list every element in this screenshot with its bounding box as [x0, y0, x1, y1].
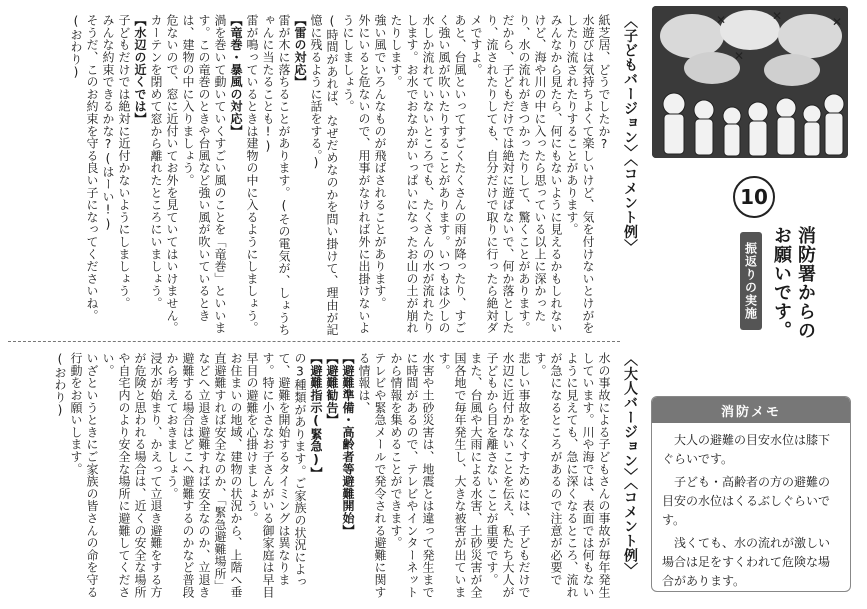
tornado-section-title: 【竜巻・暴風の対応】 — [229, 14, 243, 137]
child-paragraph: 危ないので、窓に近付いてお外を見ていてはいけません。カーテンを閉めて窓から離れたところにいましょう。 — [149, 14, 179, 334]
people-illustration — [652, 6, 848, 158]
adult-paragraph: 水の事故による子どもさんの事故が毎年発生しています。川や海では、表面では何もないように見えても、急に深くなるところ、流れが急になるところがあるので注意が必要です。 — [533, 352, 611, 598]
adult-paragraph: いざというときにご家族の皆さんの命を守る行動をお願いします。 — [69, 352, 99, 598]
svg-text:✕: ✕ — [832, 15, 843, 29]
svg-text:✕: ✕ — [716, 13, 727, 27]
adult-version-body — [40, 352, 612, 600]
section-number-badge — [733, 176, 775, 218]
child-paragraph: みんなから見たら、何にもないように見えるかもしれないけど、海や川の中に入ったら思っている以上に深かったり、水の流れがきつかったりして、驚くことがあります。 — [517, 14, 563, 334]
memo-paragraph: 子ども・高齢者の方の避難の目安の水位はくるぶしぐらいです。 — [662, 475, 831, 527]
child-end-mark: (おわり) — [69, 14, 83, 80]
thunder-section-title: 【雷の対応】 — [293, 14, 307, 88]
child-paragraph: みんな約束できるかな?(はーい!) — [101, 14, 115, 232]
svg-text:✕: ✕ — [734, 49, 745, 63]
fire-memo-box — [651, 396, 851, 592]
child-paragraph: あと、台風といってすごくたくさんの雨が降ったり、すごく強い風が吹いたりすることがあります。いつもは少しの水しか流れていないところでも、たくさんの水が流れたりします。お水でおなかがいっぱいになったお山の土が崩れたりします。 — [389, 14, 467, 334]
child-paragraph: 渦を巻いて動いていくすごい風のことを「竜巻」といいます。この竜巻のときや台風など強い風が吹いているときは、建物の中に入りましょう。 — [181, 14, 227, 334]
page-title-line2: お願いです。 — [771, 226, 792, 340]
child-paragraph: 子どもだけでは絶対に近付かないようにしましょう。 — [117, 14, 131, 310]
child-paragraph: 雷が鳴っているときは建物の中に入るようにしましょう。 — [245, 14, 259, 334]
page-title-line1: 消防署からの — [795, 226, 816, 340]
evacuation-level: 【避難指示(緊急)】 — [309, 352, 323, 479]
section-divider — [8, 341, 620, 342]
adult-paragraph: 悲しい事故をなくすためには、子どもだけで水辺に近付かないことを伝え、私たち大人が子どもから目を離さないことが重要です。 — [485, 352, 531, 598]
memo-title: 消防メモ — [652, 397, 850, 423]
child-paragraph: 紙芝居、どうでしたか? — [597, 14, 611, 152]
thought-bubble-river — [660, 13, 727, 58]
child-paragraph: だから、子どもだけでは絶対に遊ばないで、何か落としたり、流されたりしても、自分だけで取りに行ったら絶対ダメですよ。 — [469, 14, 515, 334]
adult-paragraph: また、台風や大雨による水害、土砂災害が全国各地で毎年発生し、大きな被害が出ています。 — [437, 352, 483, 598]
child-paragraph: 強い風でいろんなものが飛ばされることがあります。 — [373, 14, 387, 310]
child-paragraph: 雷が木に落ちることがあります。(その電気が、しょうちゃんに当たることも!) — [261, 14, 291, 336]
adult-end-mark: (おわり) — [53, 352, 67, 418]
waterside-section-title: 【水辺の近くでは】 — [133, 14, 147, 125]
adult-paragraph: の3種類があります。ご家族の状況によって、避難を開始するタイミングは異なります。特に小さなお子さんがいる御家庭は早目早目の避難を心掛けましょう。 — [245, 352, 307, 598]
adult-paragraph: お住まいの地域、建物の状況から、上階へ垂直避難すれば安全なのか、「緊急避難場所」などへ立退き避難すれば安全なのか、立退き避難する場合はどこへ避難するのかなど普段から考えておきましょう。 — [165, 352, 243, 598]
evacuation-level: 【避難勧告】 — [325, 352, 339, 426]
adult-paragraph: 浸水が始まり、かえって立退き避難をする方が危険と思われる場合は、近くの安全な場所や自宅内のより安全な場所に避難してください。 — [101, 352, 163, 598]
hazard-illustration — [652, 6, 848, 158]
adult-paragraph: 水害や土砂災害は、地震とは違って発生までに時間があるので、テレビやインターネットから情報を集めることができます。 — [389, 352, 435, 598]
child-paragraph: (時間があれば、なぜだめなのかを問い掛けて、理由が記憶に残るように話をする。) — [309, 14, 339, 336]
child-paragraph: 外にいると危ないので、用事がなければ外に出掛けないようにしましょう。 — [341, 14, 371, 334]
reflection-tag: 振返りの実施 — [740, 232, 762, 330]
memo-paragraph: 大人の避難の目安水位は膝下ぐらいです。 — [662, 433, 831, 466]
svg-text:✕: ✕ — [772, 9, 783, 23]
evacuation-level: 【避難準備・高齢者等避難開始】 — [341, 352, 355, 537]
child-paragraph: 水遊びは気持ちよくて楽しいけど、気を付けないとけがをしたり流されたりすることがあります。 — [565, 14, 595, 334]
section-number: 10 — [740, 185, 768, 209]
thought-bubble-storm — [764, 54, 820, 86]
thought-bubble-lightning — [720, 9, 783, 50]
adult-paragraph: テレビや緊急メールで発令される避難に関する情報は、 — [357, 352, 387, 598]
child-paragraph: そうだ、このお約束を守る良い子になってくださいね。 — [85, 14, 99, 322]
memo-paragraph: 浅くても、水の流れが激しい場合は足をすくわれて危険な場合があります。 — [662, 536, 831, 588]
memo-body — [652, 423, 850, 603]
child-version-heading: 〈子どもバージョン〉〈コメント例〉 — [622, 14, 638, 254]
adult-version-heading: 〈大人バージョン〉〈コメント例〉 — [622, 352, 638, 577]
child-version-body — [40, 14, 612, 336]
thought-bubble-window — [684, 52, 740, 84]
